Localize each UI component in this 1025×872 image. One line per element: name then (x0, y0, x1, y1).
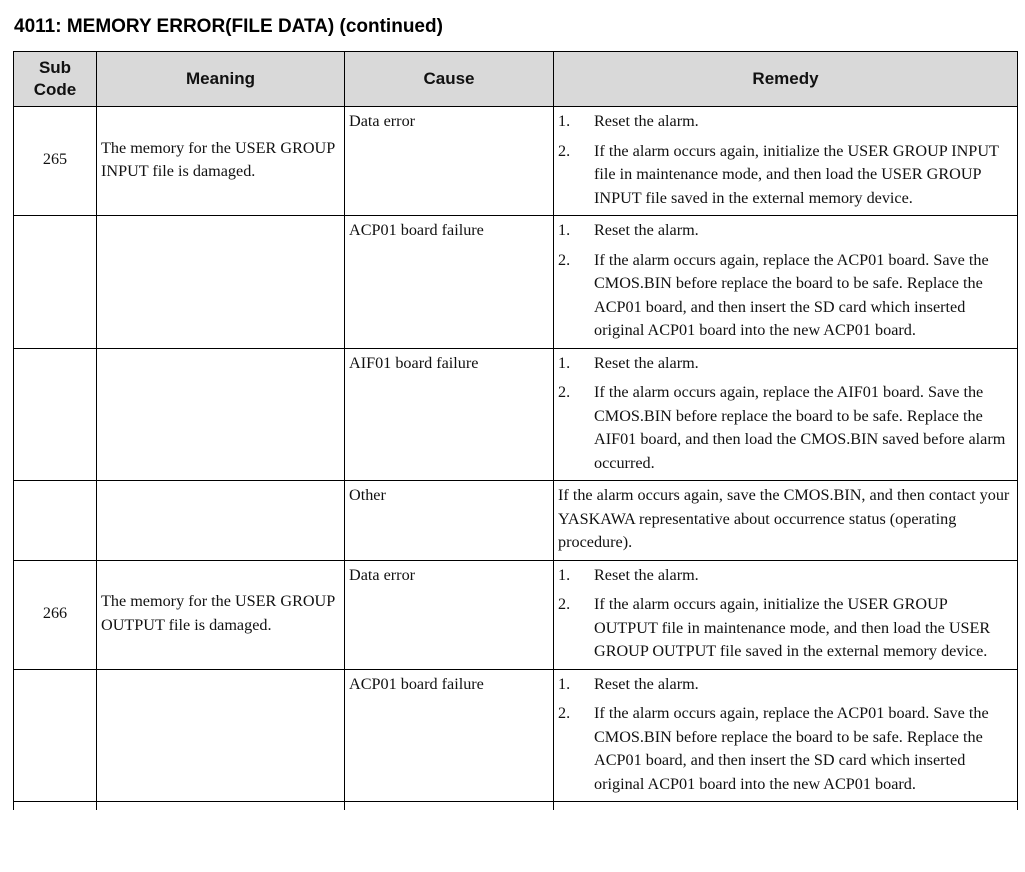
alarm-table (13, 51, 1018, 810)
remedy-step (558, 140, 1013, 211)
step-text: Reset the alarm. (594, 353, 699, 372)
meaning-cell (97, 348, 345, 481)
cause-cell: ACP01 board failure (345, 216, 554, 349)
step-number: 2. (558, 141, 571, 160)
sub-code-cell (14, 348, 97, 481)
remedy-steps (558, 564, 1013, 664)
page-title: 4011: MEMORY ERROR(FILE DATA) (continued) (14, 16, 443, 37)
remedy-cell: If the alarm occurs again, save the CMOS.BIN, and then contact your YASKAWA representative about occurrence status (operating procedure). (554, 481, 1018, 561)
cause-cell: AIF01 board failure (345, 348, 554, 481)
cause-cell: Data error (345, 560, 554, 669)
header-remedy: Remedy (554, 52, 1018, 107)
meaning-cell (97, 216, 345, 349)
step-number: 2. (558, 595, 571, 613)
step-text: If the alarm occurs again, replace the AIF01 board. Save the CMOS.BIN before replace the board to be safe. Replace the AIF01 board, and then load the CMOS.BIN saved before alarm occurred. (594, 383, 1006, 472)
sub-code-cell (14, 669, 97, 802)
header-sub-code: Sub Code (14, 52, 97, 107)
table-row (14, 348, 1018, 481)
sub-code-cell: 265 (14, 107, 97, 216)
remedy-step (558, 110, 1013, 134)
step-number: 1. (558, 565, 571, 584)
continuation-cell (14, 802, 97, 811)
remedy-step (558, 564, 1013, 588)
remedy-cell (554, 560, 1018, 669)
header-cause: Cause (345, 52, 554, 107)
table-header-row (14, 52, 1018, 107)
remedy-cell (554, 669, 1018, 802)
cause-cell: Data error (345, 107, 554, 216)
step-number: 2. (558, 250, 571, 269)
remedy-steps (558, 219, 1013, 343)
table-row (14, 481, 1018, 561)
continuation-cell (345, 802, 554, 811)
step-text: Reset the alarm. (594, 221, 699, 239)
remedy-steps (558, 110, 1013, 210)
step-text: If the alarm occurs again, replace the ACP01 board. Save the CMOS.BIN before replace the board to be safe. Replace the ACP01 board, and then insert the SD card which inserted original ACP01 board into the new ACP01 board. (594, 704, 989, 793)
remedy-steps (558, 352, 1013, 476)
remedy-step (558, 673, 1013, 697)
continuation-cell (554, 802, 1018, 811)
remedy-step (558, 381, 1013, 475)
cause-cell: ACP01 board failure (345, 669, 554, 802)
remedy-step (558, 219, 1013, 243)
step-text: Reset the alarm. (594, 112, 699, 130)
step-text: If the alarm occurs again, initialize the USER GROUP INPUT file in maintenance mode, and then load the USER GROUP INPUT file saved in the external memory device. (594, 141, 999, 207)
table-row (14, 216, 1018, 349)
step-number: 2. (558, 704, 571, 722)
continuation-cell (97, 802, 345, 811)
step-text: If the alarm occurs again, initialize the USER GROUP OUTPUT file in maintenance mode, and then load the USER GROUP OUTPUT file saved in the external memory device. (594, 595, 991, 660)
remedy-step (558, 593, 1013, 664)
remedy-cell (554, 348, 1018, 481)
sub-code-cell (14, 481, 97, 561)
meaning-cell (97, 481, 345, 561)
remedy-step (558, 352, 1013, 376)
step-text: If the alarm occurs again, replace the ACP01 board. Save the CMOS.BIN before replace the board to be safe. Replace the ACP01 board, and then insert the SD card which inserted original ACP01 board into the new ACP01 board. (594, 250, 989, 339)
sub-code-cell: 266 (14, 560, 97, 669)
remedy-step (558, 702, 1013, 796)
meaning-cell: The memory for the USER GROUP INPUT file is damaged. (97, 107, 345, 216)
step-number: 2. (558, 383, 571, 401)
remedy-cell (554, 216, 1018, 349)
remedy-cell (554, 107, 1018, 216)
step-number: 1. (558, 674, 571, 693)
step-number: 1. (558, 353, 571, 372)
table-row (14, 669, 1018, 802)
remedy-steps (558, 673, 1013, 797)
step-text: Reset the alarm. (594, 565, 699, 584)
sub-code-cell (14, 216, 97, 349)
step-text: Reset the alarm. (594, 674, 699, 693)
meaning-cell: The memory for the USER GROUP OUTPUT file is damaged. (97, 560, 345, 669)
remedy-step (558, 249, 1013, 343)
cause-cell: Other (345, 481, 554, 561)
step-number: 1. (558, 112, 571, 130)
table-row-continuation (14, 802, 1018, 811)
meaning-cell (97, 669, 345, 802)
table-row (14, 107, 1018, 216)
table-row (14, 560, 1018, 669)
step-number: 1. (558, 221, 571, 239)
header-meaning: Meaning (97, 52, 345, 107)
